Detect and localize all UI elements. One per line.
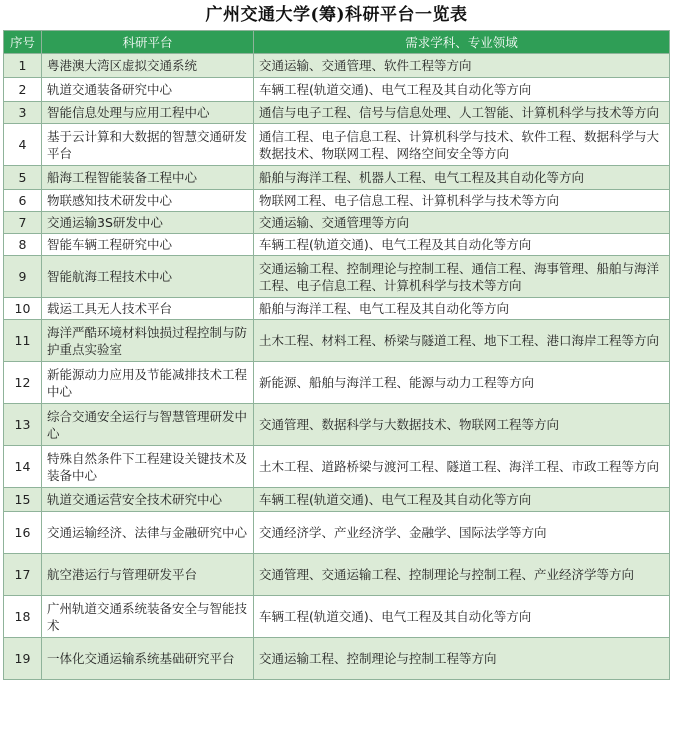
- row-platform: 海洋严酷环境材料蚀损过程控制与防护重点实验室: [42, 320, 254, 362]
- row-index: 14: [4, 446, 42, 488]
- table-row: [4, 78, 670, 102]
- table-header-row: [4, 31, 670, 54]
- table-row: [4, 320, 670, 362]
- platform-table: [3, 30, 670, 680]
- row-fields: 交通运输工程、控制理论与控制工程等方向: [254, 638, 670, 680]
- table-body: [4, 54, 670, 680]
- row-fields: 交通运输、交通管理等方向: [254, 212, 670, 234]
- row-index: 1: [4, 54, 42, 78]
- row-platform: 广州轨道交通系统装备安全与智能技术: [42, 596, 254, 638]
- row-index: 6: [4, 190, 42, 212]
- row-platform: 粤港澳大湾区虚拟交通系统: [42, 54, 254, 78]
- table-row: [4, 234, 670, 256]
- table-row: [4, 512, 670, 554]
- row-index: 11: [4, 320, 42, 362]
- header-fields: 需求学科、专业领域: [254, 31, 670, 54]
- row-platform: 特殊自然条件下工程建设关键技术及装备中心: [42, 446, 254, 488]
- row-fields: 交通运输工程、控制理论与控制工程、通信工程、海事管理、船舶与海洋工程、电子信息工程、计算机科学与技术等方向: [254, 256, 670, 298]
- row-fields: 车辆工程(轨道交通)、电气工程及其自动化等方向: [254, 234, 670, 256]
- row-fields: 土木工程、材料工程、桥梁与隧道工程、地下工程、港口海岸工程等方向: [254, 320, 670, 362]
- row-index: 7: [4, 212, 42, 234]
- table-row: [4, 298, 670, 320]
- row-platform: 交通运输3S研发中心: [42, 212, 254, 234]
- row-index: 10: [4, 298, 42, 320]
- row-platform: 智能航海工程技术中心: [42, 256, 254, 298]
- row-index: 13: [4, 404, 42, 446]
- row-index: 8: [4, 234, 42, 256]
- row-platform: 船海工程智能装备工程中心: [42, 166, 254, 190]
- table-row: [4, 446, 670, 488]
- table-row: [4, 404, 670, 446]
- row-index: 12: [4, 362, 42, 404]
- row-platform: 物联感知技术研发中心: [42, 190, 254, 212]
- page-title: 广州交通大学(筹)科研平台一览表: [205, 5, 468, 25]
- table-row: [4, 362, 670, 404]
- table-row: [4, 54, 670, 78]
- row-platform: 轨道交通运营安全技术研究中心: [42, 488, 254, 512]
- row-platform: 智能信息处理与应用工程中心: [42, 102, 254, 124]
- row-index: 19: [4, 638, 42, 680]
- table-row: [4, 638, 670, 680]
- row-fields: 土木工程、道路桥梁与渡河工程、隧道工程、海洋工程、市政工程等方向: [254, 446, 670, 488]
- row-fields: 船舶与海洋工程、电气工程及其自动化等方向: [254, 298, 670, 320]
- row-platform: 航空港运行与管理研发平台: [42, 554, 254, 596]
- table-row: [4, 190, 670, 212]
- table-row: [4, 256, 670, 298]
- row-index: 4: [4, 124, 42, 166]
- row-fields: 船舶与海洋工程、机器人工程、电气工程及其自动化等方向: [254, 166, 670, 190]
- row-fields: 交通运输、交通管理、软件工程等方向: [254, 54, 670, 78]
- row-platform: 轨道交通装备研究中心: [42, 78, 254, 102]
- row-index: 9: [4, 256, 42, 298]
- row-index: 15: [4, 488, 42, 512]
- table-row: [4, 488, 670, 512]
- header-index: 序号: [4, 31, 42, 54]
- row-platform: 一体化交通运输系统基础研究平台: [42, 638, 254, 680]
- row-platform: 基于云计算和大数据的智慧交通研发平台: [42, 124, 254, 166]
- row-fields: 车辆工程(轨道交通)、电气工程及其自动化等方向: [254, 488, 670, 512]
- row-fields: 新能源、船舶与海洋工程、能源与动力工程等方向: [254, 362, 670, 404]
- row-fields: 交通管理、数据科学与大数据技术、物联网工程等方向: [254, 404, 670, 446]
- table-row: [4, 166, 670, 190]
- row-fields: 车辆工程(轨道交通)、电气工程及其自动化等方向: [254, 596, 670, 638]
- row-platform: 交通运输经济、法律与金融研究中心: [42, 512, 254, 554]
- table-row: [4, 212, 670, 234]
- row-index: 17: [4, 554, 42, 596]
- row-fields: 交通经济学、产业经济学、金融学、国际法学等方向: [254, 512, 670, 554]
- row-platform: 载运工具无人技术平台: [42, 298, 254, 320]
- row-index: 16: [4, 512, 42, 554]
- table-row: [4, 554, 670, 596]
- row-fields: 物联网工程、电子信息工程、计算机科学与技术等方向: [254, 190, 670, 212]
- row-platform: 智能车辆工程研究中心: [42, 234, 254, 256]
- row-index: 3: [4, 102, 42, 124]
- row-fields: 通信工程、电子信息工程、计算机科学与技术、软件工程、数据科学与大数据技术、物联网工程、网络空间安全等方向: [254, 124, 670, 166]
- row-index: 18: [4, 596, 42, 638]
- header-platform: 科研平台: [42, 31, 254, 54]
- row-index: 2: [4, 78, 42, 102]
- table-row: [4, 102, 670, 124]
- row-platform: 新能源动力应用及节能减排技术工程中心: [42, 362, 254, 404]
- row-platform: 综合交通安全运行与智慧管理研发中心: [42, 404, 254, 446]
- table-row: [4, 124, 670, 166]
- table-row: [4, 596, 670, 638]
- row-fields: 通信与电子工程、信号与信息处理、人工智能、计算机科学与技术等方向: [254, 102, 670, 124]
- row-fields: 车辆工程(轨道交通)、电气工程及其自动化等方向: [254, 78, 670, 102]
- row-fields: 交通管理、交通运输工程、控制理论与控制工程、产业经济学等方向: [254, 554, 670, 596]
- row-index: 5: [4, 166, 42, 190]
